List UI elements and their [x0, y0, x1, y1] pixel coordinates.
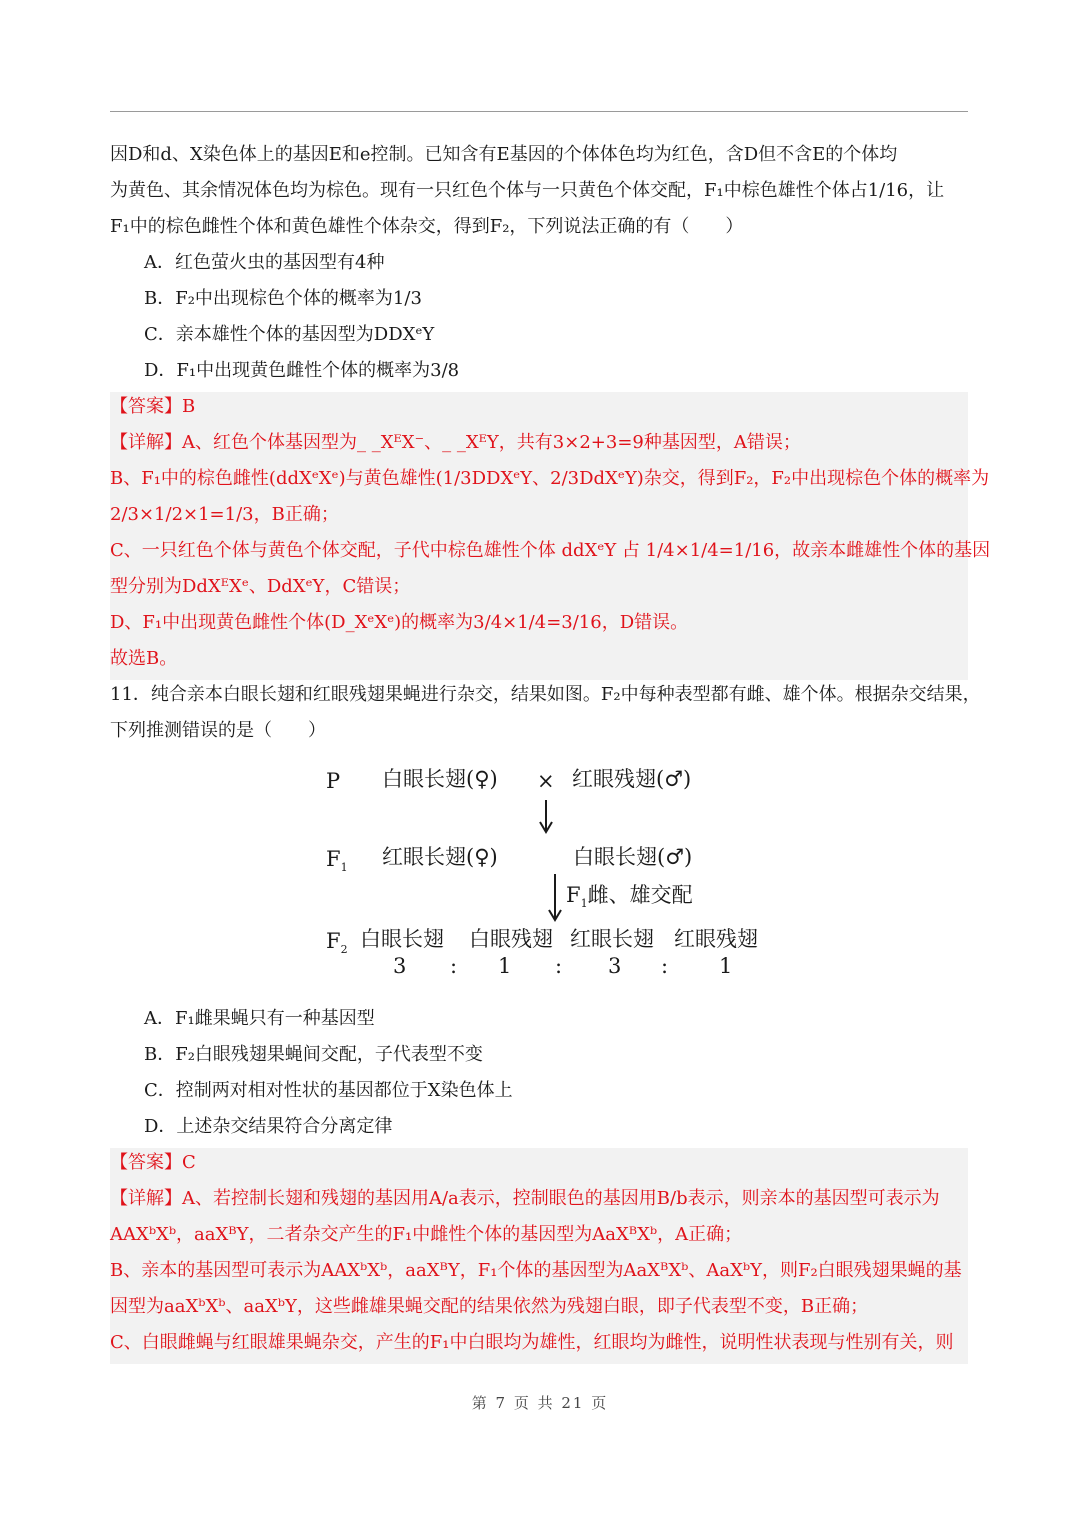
- header-rule: [110, 111, 968, 112]
- f2-ratio-sep-2: :: [555, 954, 563, 978]
- q11-explanation-line-3: B、亲本的基因型可表示为AAXᵇXᵇ，aaXᴮY，F₁个体的基因型为AaXᴮXᵇ、AaXᵇY，则F₂白眼残翅果蝇的基: [110, 1260, 962, 1281]
- q10-stem-line-2: 为黄色、其余情况体色均为棕色。现有一只红色个体与一只黄色个体交配，F₁中棕色雄性个体占1/16，让: [110, 180, 945, 201]
- f2-phenotype-3: 红眼长翅: [570, 927, 654, 951]
- f2-phenotype-4: 红眼残翅: [674, 927, 758, 951]
- q10-answer: 【答案】B: [110, 396, 196, 417]
- q10-explanation-line-3: 2/3×1/2×1=1/3，B正确；: [110, 504, 339, 525]
- q10-explanation-line-5: 型分别为DdXᴱXᵉ、DdXᵉY，C错误；: [110, 576, 411, 597]
- q10-explanation-line-2: B、F₁中的棕色雌性(ddXᵉXᵉ)与黄色雄性(1/3DDXᵉY、2/3DdXᵉY)杂交，得到F₂，F₂中出现棕色个体的概率为: [110, 468, 990, 489]
- q10-explanation-line-4: C、一只红色个体与黄色个体交配，子代中棕色雄性个体 ddXᵉY 占 1/4×1/4=1/16，故亲本雌雄性个体的基因: [110, 540, 991, 561]
- f2-phenotype-1: 白眼长翅: [360, 927, 444, 951]
- p-male-phenotype: 红眼残翅(♂): [572, 767, 692, 791]
- page-footer: 第 7 页 共 21 页: [471, 1394, 609, 1412]
- q11-stem-line-1: 11．纯合亲本白眼长翅和红眼残翅果蝇进行杂交，结果如图。F₂中每种表型都有雌、雄个体。根据杂交结果，: [110, 684, 981, 705]
- q11-option-a: A．F₁雌果蝇只有一种基因型: [144, 1008, 375, 1029]
- q11-explanation-line-5: C、白眼雌蝇与红眼雄果蝇杂交，产生的F₁中白眼均为雄性，红眼均为雌性，说明性状表现与性别有关，则: [110, 1332, 954, 1353]
- f2-generation-label: $F_2$: [326, 929, 348, 957]
- f2-ratio-1: 3: [393, 954, 407, 978]
- q10-stem-line-3: F₁中的棕色雌性个体和黄色雄性个体杂交，得到F₂，下列说法正确的有（ ）: [110, 216, 744, 237]
- f1-male-phenotype: 白眼长翅(♂): [573, 845, 693, 869]
- q11-option-c: C．控制两对相对性状的基因都位于X染色体上: [144, 1080, 513, 1101]
- q10-option-b: B．F₂中出现棕色个体的概率为1/3: [144, 288, 422, 309]
- f2-ratio-3: 3: [608, 954, 622, 978]
- q11-answer: 【答案】C: [110, 1152, 196, 1173]
- p-female-phenotype: 白眼长翅(♀): [382, 767, 498, 791]
- f1-generation-label: $F_1$: [326, 847, 348, 875]
- q11-explanation-line-4: 因型为aaXᵇXᵇ、aaXᵇY，这些雌雄果蝇交配的结果依然为残翅白眼，即子代表型不变，B正确；: [110, 1296, 869, 1317]
- f1-mating-label: $F_1$雌、雄交配: [566, 883, 693, 911]
- q11-explanation-line-2: AAXᵇXᵇ，aaXᴮY，二者杂交产生的F₁中雌性个体的基因型为AaXᴮXᵇ，A正确；: [110, 1224, 743, 1245]
- q11-option-d: D．上述杂交结果符合分离定律: [144, 1116, 393, 1137]
- q10-explanation-line-1: 【详解】A、红色个体基因型为_ _XᴱX⁻、_ _XᴱY，共有3×2+3=9种基因型，A错误；: [110, 432, 801, 453]
- arrow-f1-to-f2-head: [549, 910, 561, 920]
- p-generation-label: P: [326, 769, 341, 793]
- f2-ratio-2: 1: [498, 954, 512, 978]
- q10-explanation-line-7: 故选B。: [110, 648, 178, 669]
- q11-explanation-line-1: 【详解】A、若控制长翅和残翅的基因用A/a表示，控制眼色的基因用B/b表示，则亲本的基因型可表示为: [110, 1188, 940, 1209]
- arrow-p-to-f1-head: [540, 822, 552, 832]
- q10-option-c: C．亲本雄性个体的基因型为DDXᵉY: [144, 324, 435, 345]
- f1-female-phenotype: 红眼长翅(♀): [382, 845, 498, 869]
- q10-option-a: A．红色萤火虫的基因型有4种: [144, 252, 385, 273]
- q10-option-d: D．F₁中出现黄色雌性个体的概率为3/8: [144, 360, 460, 381]
- q10-explanation-line-6: D、F₁中出现黄色雌性个体(D_XᵉXᵉ)的概率为3/4×1/4=3/16，D错误。: [110, 612, 689, 633]
- f2-ratio-sep-1: :: [450, 954, 458, 978]
- f2-ratio-sep-3: :: [661, 954, 669, 978]
- q11-stem-line-2: 下列推测错误的是（ ）: [110, 720, 326, 741]
- f2-phenotype-2: 白眼残翅: [469, 927, 553, 951]
- q10-stem-line-1: 因D和d、X染色体上的基因E和e控制。已知含有E基因的个体体色均为红色，含D但不含E的个体均: [110, 144, 898, 165]
- f2-ratio-4: 1: [719, 954, 733, 978]
- cross-symbol: ×: [537, 769, 555, 793]
- q11-option-b: B．F₂白眼残翅果蝇间交配，子代表型不变: [144, 1044, 483, 1065]
